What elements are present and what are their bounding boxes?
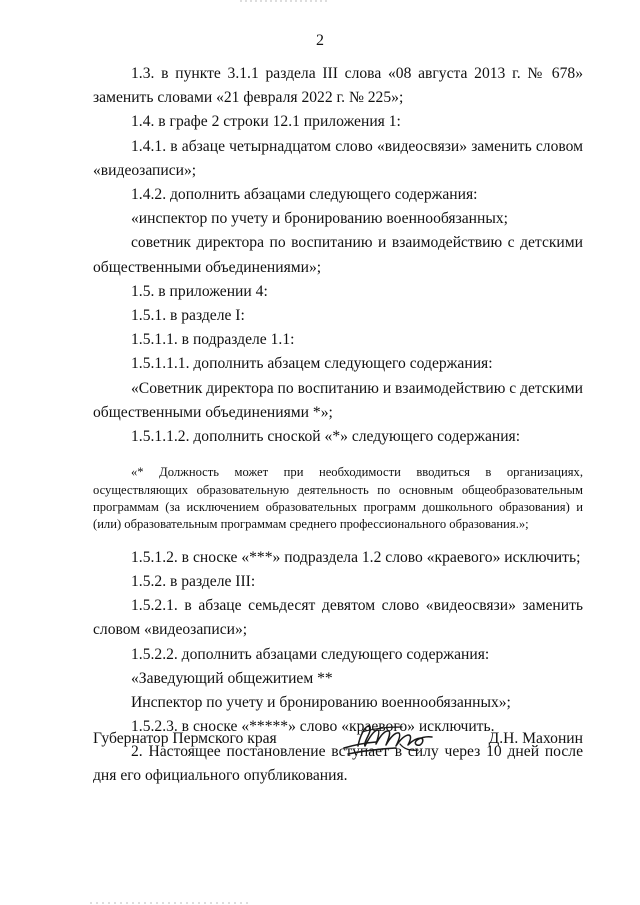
paragraph-advisor: советник директора по воспитанию и взаимодействию с детскими общественными объединениями»; [93, 234, 583, 276]
handwritten-signature [338, 718, 438, 758]
signatory-position: Губернатор Пермского края [93, 730, 277, 747]
paragraph-1-4-1: 1.4.1. в абзаце четырнадцатом слово «видеосвязи» заменить словом «видеозаписи»; [93, 137, 583, 179]
paragraph-inspector-2: Инспектор по учету и бронированию военнообязанных»; [131, 694, 511, 712]
document-body [93, 62, 583, 788]
paragraph-1-5: 1.5. в приложении 4: [131, 282, 268, 300]
scan-edge-bottom [0, 901, 640, 905]
paragraph-2: 2. Настоящее постановление вступает в силу через 10 дней после дня его официального опубликования. [93, 742, 583, 784]
scan-edge-top [0, 0, 640, 4]
paragraph-1-5-1-2: 1.5.1.2. в сноске «***» подраздела 1.2 слово «краевого» исключить; [131, 548, 581, 566]
paragraph-1-5-1-1-1: 1.5.1.1.1. дополнить абзацем следующего содержания: [131, 355, 493, 373]
paragraph-1-5-1-1: 1.5.1.1. в подразделе 1.1: [131, 331, 295, 349]
paragraph-1-5-2-3: 1.5.2.3. в сноске «*****» слово «краевого» исключить. [131, 718, 495, 736]
paragraph-1-3: 1.3. в пункте 3.1.1 раздела III слова «08 августа 2013 г. № 678» заменить словами «21 февраля 2022 г. № 225»; [93, 65, 583, 107]
paragraph-1-5-2: 1.5.2. в разделе III: [131, 573, 256, 591]
paragraph-inspector: «инспектор по учету и бронированию военнообязанных; [131, 210, 508, 228]
paragraph-1-5-2-2: 1.5.2.2. дополнить абзацами следующего содержания: [131, 645, 490, 663]
paragraph-dorm-head: «Заведующий общежитием ** [131, 669, 333, 687]
paragraph-1-5-2-1: 1.5.2.1. в абзаце семьдесят девятом слово «видеосвязи» заменить словом «видеозаписи»; [93, 597, 583, 639]
footnote-text: «* Должность может при необходимости вводиться в организациях, осуществляющих образовательную деятельность по основным общеобразовательным программам (за исключением образовательных программ дошкольного образования) и (или) образовательным программам среднего профессионального образования.»; [93, 465, 583, 532]
paragraph-1-5-1: 1.5.1. в разделе I: [131, 307, 245, 325]
paragraph-1-4-2: 1.4.2. дополнить абзацами следующего содержания: [131, 186, 478, 204]
signature-block [93, 722, 583, 762]
paragraph-1-5-1-1-2: 1.5.1.1.2. дополнить сноской «*» следующего содержания: [131, 428, 521, 446]
paragraph-1-4: 1.4. в графе 2 строки 12.1 приложения 1: [131, 113, 401, 131]
page-number: 2 [316, 32, 324, 49]
paragraph-advisor-quote: «Советник директора по воспитанию и взаимодействию с детскими общественными объединениями *»; [93, 379, 583, 421]
signatory-name: Д.Н. Махонин [488, 730, 583, 747]
